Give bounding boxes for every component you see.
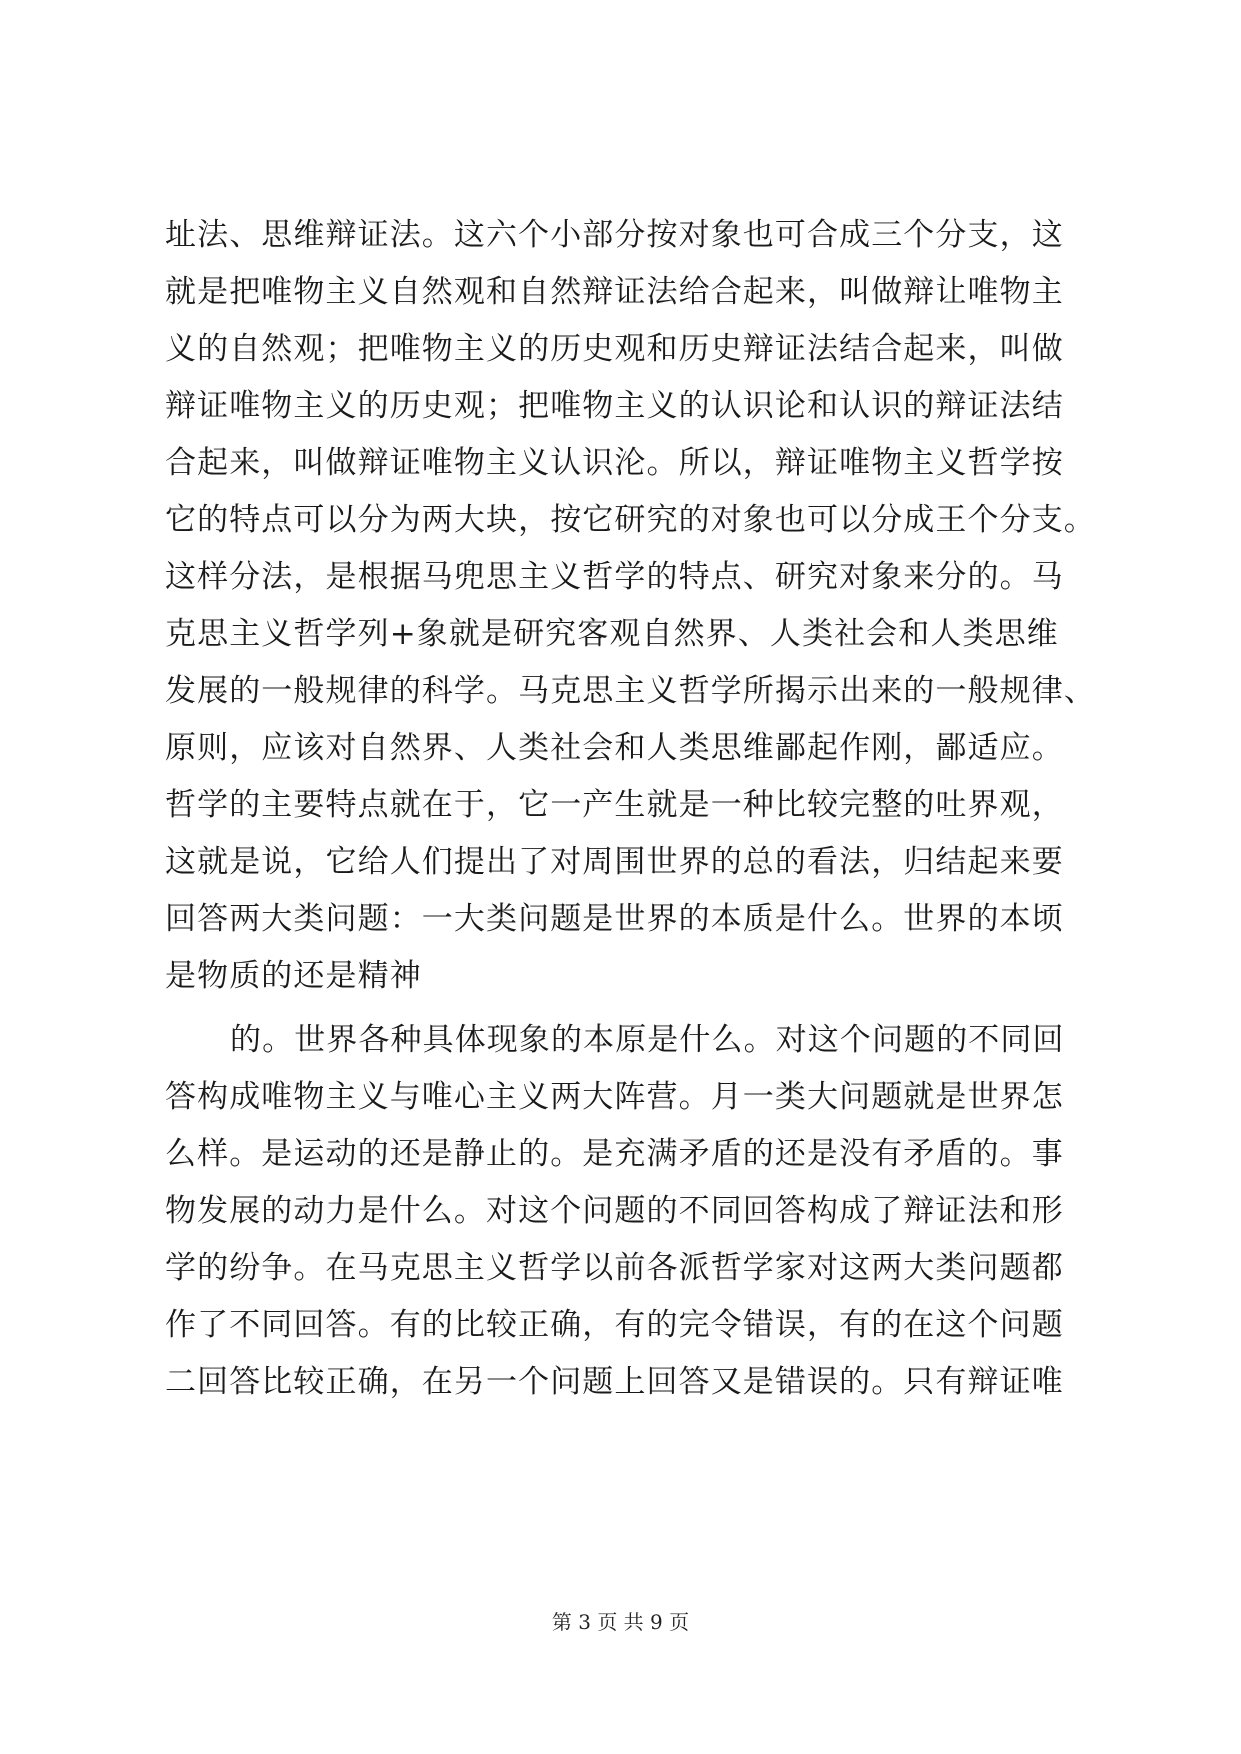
text-line: 作了不同回答。有的比较正确，有的完令错误，有的在这个问题 [165, 1307, 1064, 1343]
text-line: 址法、思维辩证法。这六个小部分按对象也可合成三个分支，这 [165, 217, 1064, 253]
text-line: 是物质的还是精神 [165, 958, 422, 994]
text-line: 克思主义哲学列+象就是研究客观自然界、人类社会和人类思维 [165, 616, 1059, 652]
page-number-footer: 第 3 页 共 9 页 [551, 1610, 690, 1634]
text-line: 二回答比较正确，在另一个问题上回答又是错误的。只有辩证唯 [165, 1364, 1064, 1400]
text-line: 么样。是运动的还是静止的。是充满矛盾的还是没有矛盾的。事 [165, 1136, 1064, 1172]
text-line: 学的纷争。在马克思主义哲学以前各派哲学家对这两大类问题都 [165, 1250, 1064, 1286]
text-line: 原则，应该对自然界、人类社会和人类思维鄙起作刚，鄙适应。 [165, 730, 1064, 766]
text-line: 这就是说，它给人们提出了对周围世界的总的看法，归结起来要 [165, 844, 1064, 880]
text-line: 哲学的主要特点就在于，它一产生就是一种比较完整的吐界观， [165, 787, 1064, 823]
text-line: 答构成唯物主义与唯心主义两大阵营。月一类大问题就是世界怎 [165, 1079, 1064, 1115]
text-line: 义的自然观；把唯物主义的历史观和历史辩证法结合起来，叫做 [165, 331, 1064, 367]
text-line: 辩证唯物主义的历史观；把唯物主义的认识论和认识的辩证法结 [165, 388, 1064, 424]
text-line: 这样分法，是根据马兜思主义哲学的特点、研究对象来分的。马 [165, 559, 1064, 595]
text-line: 回答两大类问题：一大类问题是世界的本质是什么。世界的本顷 [165, 901, 1064, 937]
text-line: 的。世界各种具体现象的本原是什么。对这个问题的不同回 [230, 1022, 1065, 1058]
text-line: 它的特点可以分为两大块，按它研究的对象也可以分成王个分支。 [165, 502, 1096, 538]
text-line: 物发展的动力是什么。对这个问题的不同回答构成了辩证法和形 [165, 1193, 1064, 1229]
text-line: 发展的一般规律的科学。马克思主义哲学所揭示出来的一般规律、 [165, 673, 1096, 709]
text-line: 合起来，叫做辩证唯物主义认识沦。所以，辩证唯物主义哲学按 [165, 445, 1064, 481]
text-line: 就是把唯物主义自然观和自然辩证法给合起来，叫做辩让唯物主 [165, 274, 1064, 310]
